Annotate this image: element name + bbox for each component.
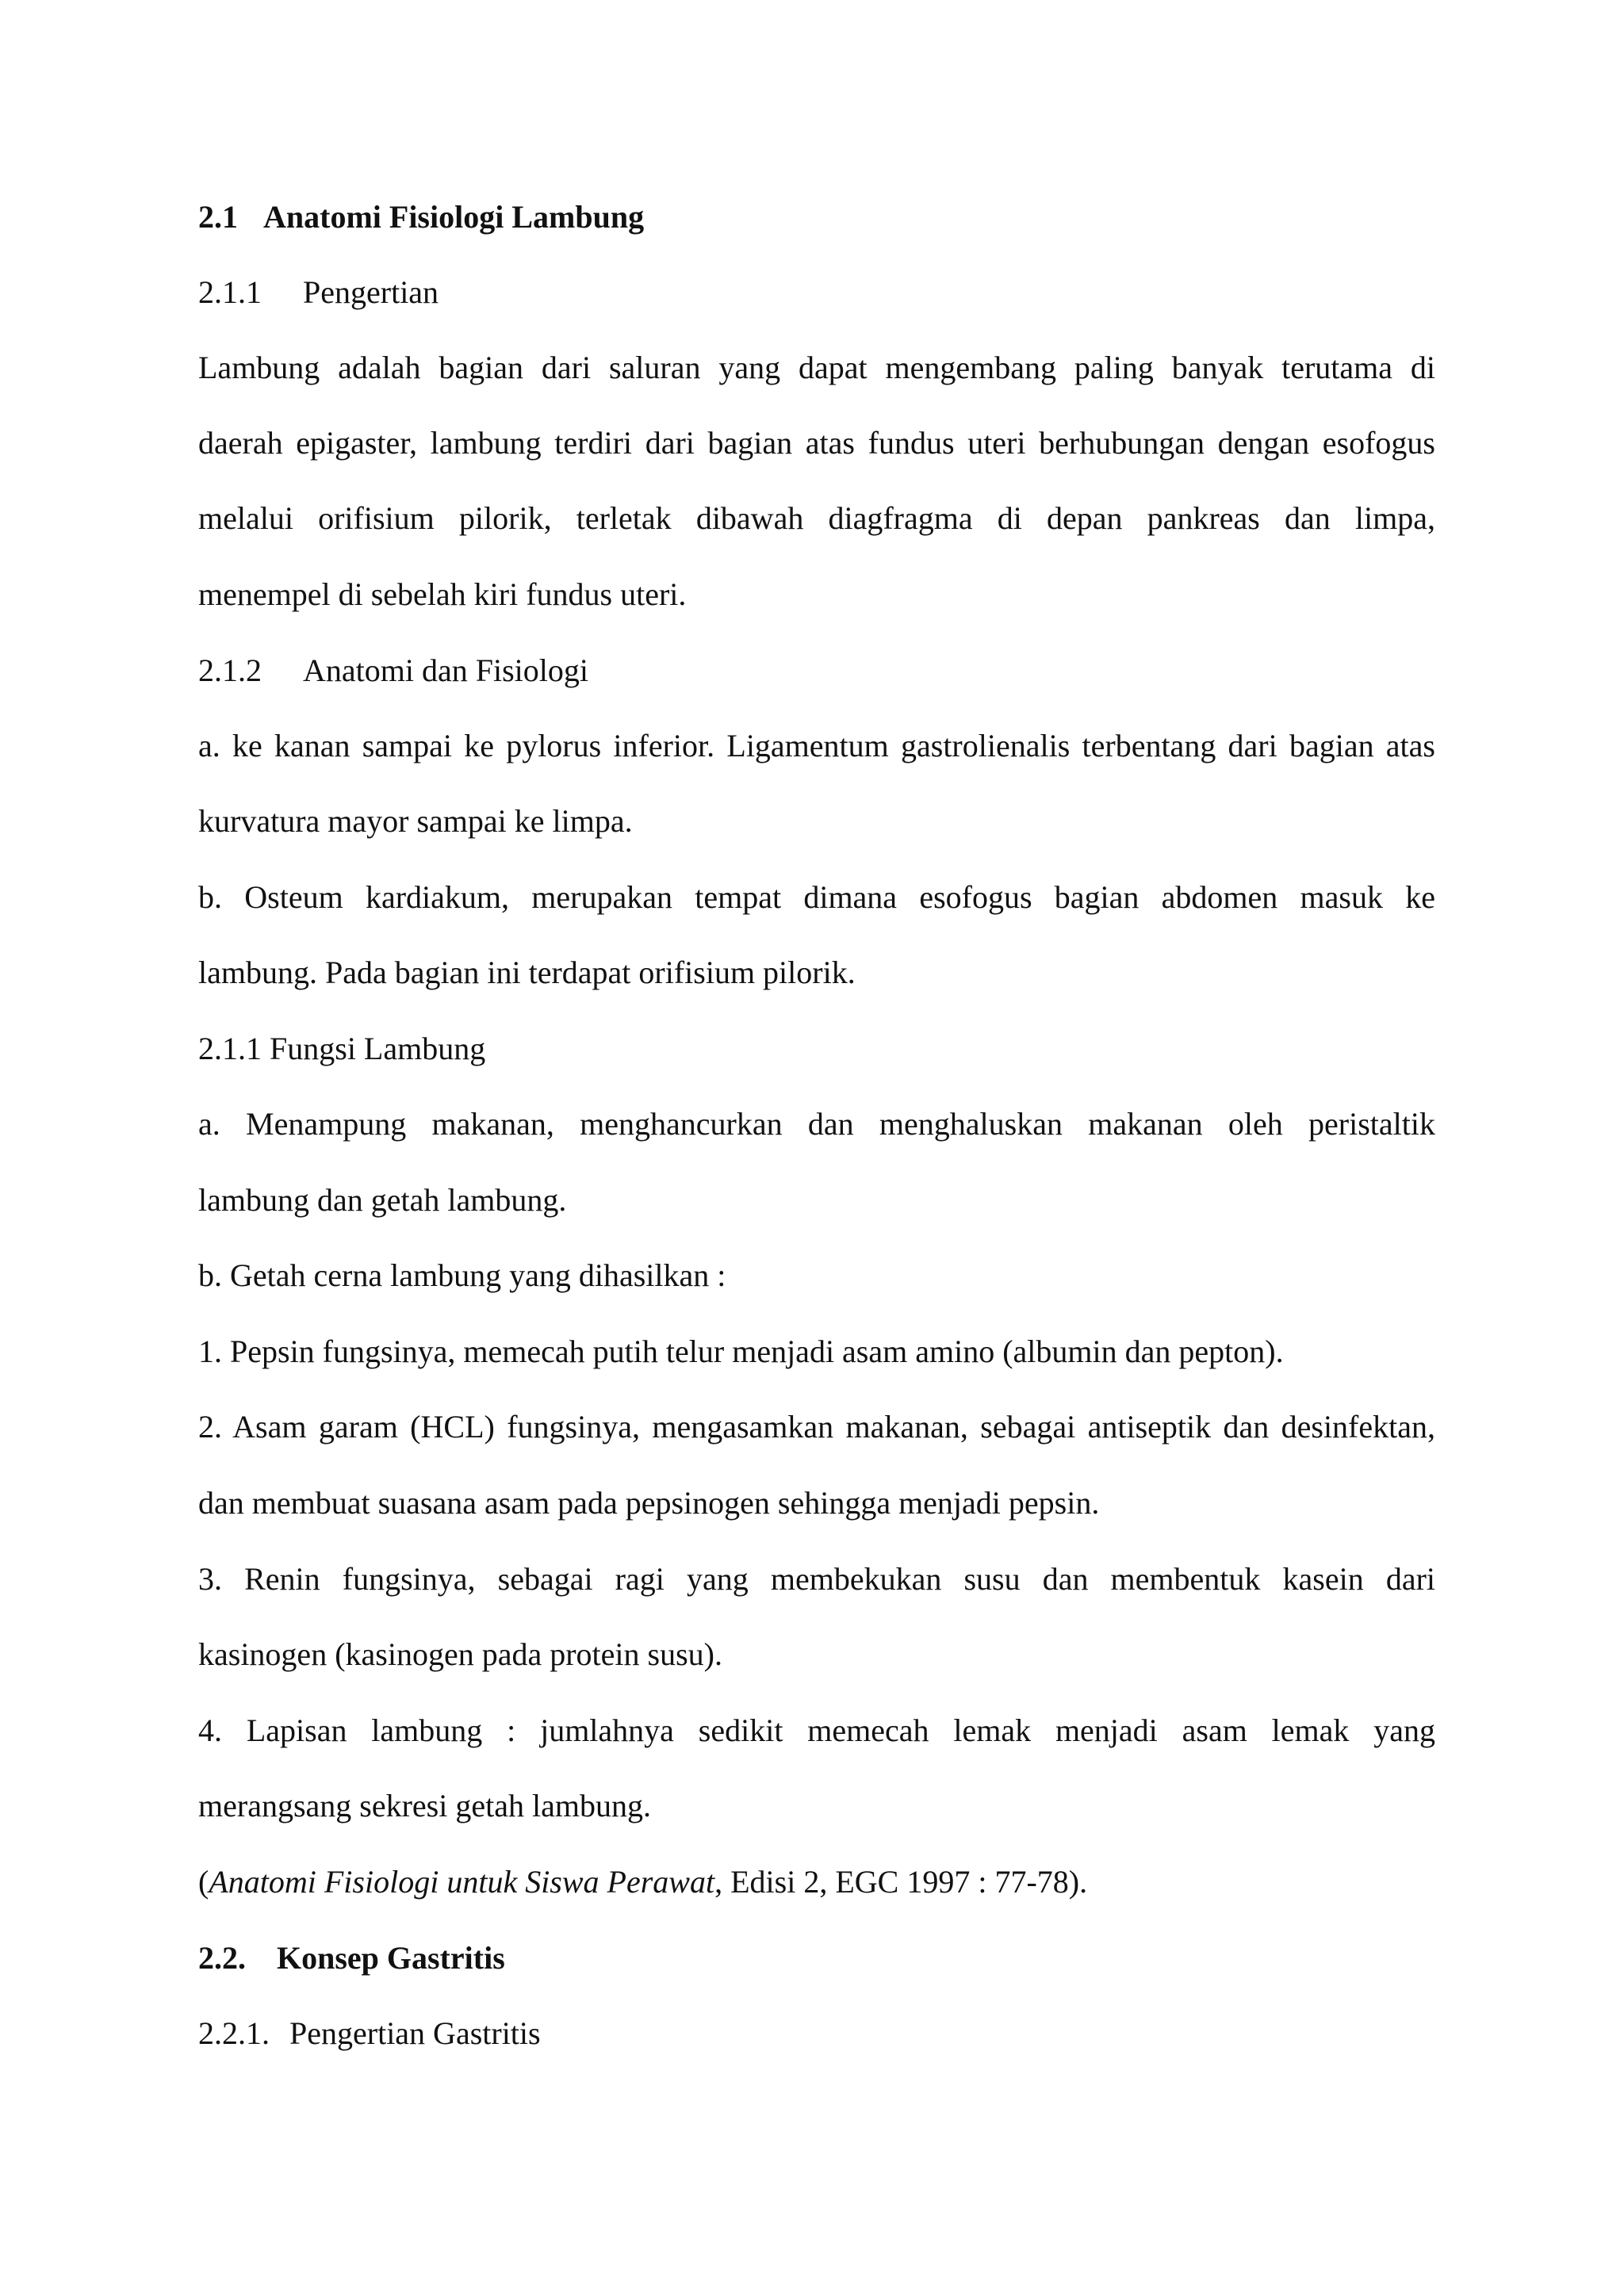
section-title: Konsep Gastritis xyxy=(277,1940,505,1976)
section-number: 2.1 xyxy=(198,199,238,235)
subsection-number: 2.1.1 xyxy=(198,274,262,310)
subsection-heading-fungsi xyxy=(198,1030,485,1068)
paragraph-line: a. ke kanan sampai ke pylorus inferior. Ligamentum gastrolienalis terbentang dari bagian atas xyxy=(198,728,1435,763)
subsection-heading-2-2-1 xyxy=(198,2015,541,2053)
subsection-title: Pengertian xyxy=(303,274,439,310)
citation xyxy=(198,1863,1087,1901)
paragraph-line: kasinogen (kasinogen pada protein susu). xyxy=(198,1636,722,1672)
citation-title: Anatomi Fisiologi untuk Siswa Perawat xyxy=(209,1864,715,1900)
subsection-title: Fungsi Lambung xyxy=(270,1031,486,1066)
paragraph-line: a. Menampung makanan, menghancurkan dan menghaluskan makanan oleh peristaltik xyxy=(198,1106,1435,1142)
paragraph-line: melalui orifisium pilorik, terletak dibawah diagfragma di depan pankreas dan limpa, xyxy=(198,500,1435,536)
subsection-title: Pengertian Gastritis xyxy=(289,2015,541,2051)
paragraph-line: merangsang sekresi getah lambung. xyxy=(198,1788,651,1823)
citation-open: ( xyxy=(198,1864,209,1900)
paragraph-line: b. Osteum kardiakum, merupakan tempat dimana esofogus bagian abdomen masuk ke xyxy=(198,879,1435,915)
subsection-heading-2-1-1 xyxy=(198,274,439,312)
subsection-number: 2.1.2 xyxy=(198,652,262,688)
section-number: 2.2. xyxy=(198,1940,246,1976)
subsection-number: 2.1.1 xyxy=(198,1031,262,1066)
subsection-title: Anatomi dan Fisiologi xyxy=(303,652,588,688)
paragraph-line: b. Getah cerna lambung yang dihasilkan : xyxy=(198,1257,726,1293)
subsection-number: 2.2.1. xyxy=(198,2015,270,2051)
paragraph-line: 3. Renin fungsinya, sebagai ragi yang membekukan susu dan membentuk kasein dari xyxy=(198,1561,1435,1597)
paragraph-line: 1. Pepsin fungsinya, memecah putih telur menjadi asam amino (albumin dan pepton). xyxy=(198,1334,1284,1369)
paragraph-line: dan membuat suasana asam pada pepsinogen sehingga menjadi pepsin. xyxy=(198,1485,1100,1521)
paragraph-line: lambung. Pada bagian ini terdapat orifisium pilorik. xyxy=(198,955,856,990)
paragraph-line: menempel di sebelah kiri fundus uteri. xyxy=(198,576,687,612)
subsection-heading-2-1-2 xyxy=(198,652,588,690)
paragraph-line: daerah epigaster, lambung terdiri dari bagian atas fundus uteri berhubungan dengan esofogus xyxy=(198,425,1435,461)
paragraph-line: 2. Asam garam (HCL) fungsinya, mengasamkan makanan, sebagai antiseptik dan desinfektan, xyxy=(198,1409,1435,1445)
paragraph-line: lambung dan getah lambung. xyxy=(198,1182,567,1218)
citation-rest: , Edisi 2, EGC 1997 : 77-78). xyxy=(714,1864,1088,1900)
section-heading-2-1 xyxy=(198,198,644,236)
section-title: Anatomi Fisiologi Lambung xyxy=(263,199,645,235)
section-heading-2-2 xyxy=(198,1939,505,1977)
paragraph-line: kurvatura mayor sampai ke limpa. xyxy=(198,803,633,839)
paragraph-line: Lambung adalah bagian dari saluran yang dapat mengembang paling banyak terutama di xyxy=(198,350,1435,385)
paragraph-line: 4. Lapisan lambung : jumlahnya sedikit memecah lemak menjadi asam lemak yang xyxy=(198,1712,1435,1748)
